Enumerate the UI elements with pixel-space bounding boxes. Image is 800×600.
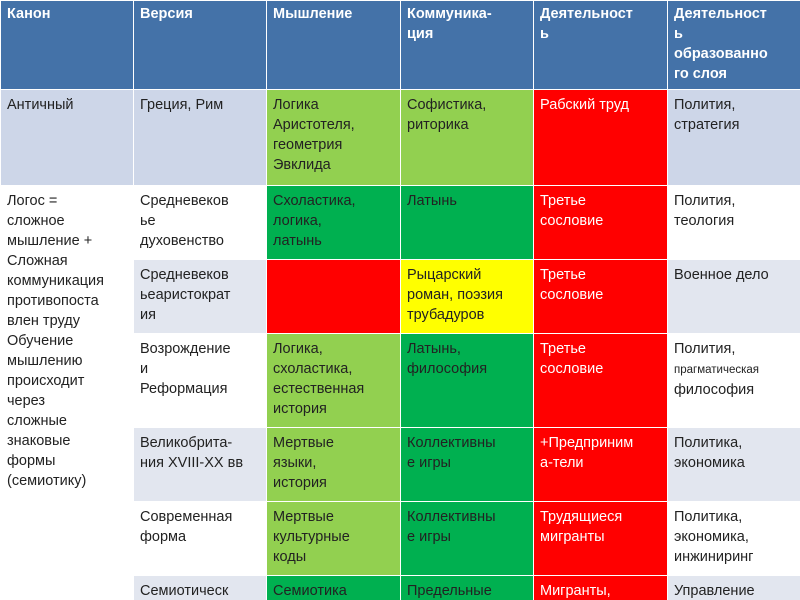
educated-activity-cell: Полития, теология [668, 186, 800, 260]
communication-cell: Софистика, риторика [401, 90, 534, 186]
version-cell: Возрождение и Реформация [134, 334, 267, 428]
communication-cell: Коллективны е игры [401, 428, 534, 502]
educated-activity-line: Полития, [674, 341, 736, 357]
communication-cell: Латынь [401, 186, 534, 260]
activity-cell: Третье сословие [534, 334, 668, 428]
communication-cell: Латынь, философия [401, 334, 534, 428]
activity-cell: Мигранты, [534, 576, 668, 600]
activity-cell: Рабский труд [534, 90, 668, 186]
activity-cell: Третье сословие [534, 186, 668, 260]
header-educated-activity: Деятельност ь образованно го слоя [668, 1, 800, 90]
educated-activity-cell: Политика, экономика [668, 428, 800, 502]
version-cell: Семиотическ [134, 576, 267, 600]
version-cell: Современная форма [134, 502, 267, 576]
activity-cell: +Предприним а-тели [534, 428, 668, 502]
communication-cell: Предельные [401, 576, 534, 600]
communication-cell: Рыцарский роман, поэзия трубадуров [401, 260, 534, 334]
table-row [1, 90, 800, 186]
table-header-row [1, 1, 800, 90]
thinking-cell: Мертвые языки, история [267, 428, 401, 502]
canon-cell: Античный [1, 90, 134, 186]
version-cell: Средневеков ье духовенство [134, 186, 267, 260]
thinking-cell: Схоластика, логика, латынь [267, 186, 401, 260]
header-communication: Коммуника- ция [401, 1, 534, 90]
table-row [1, 186, 800, 260]
version-cell: Средневеков ьеаристократ ия [134, 260, 267, 334]
activity-cell: Третье сословие [534, 260, 668, 334]
version-cell: Греция, Рим [134, 90, 267, 186]
educated-activity-line: прагматическая [674, 364, 759, 376]
thinking-cell: Семиотика [267, 576, 401, 600]
educated-activity-line: философия [674, 382, 755, 398]
header-canon: Канон [1, 1, 134, 90]
thinking-cell: Логика Аристотеля, геометрия Эвклида [267, 90, 401, 186]
header-version: Версия [134, 1, 267, 90]
thinking-cell [267, 260, 401, 334]
version-cell: Великобрита- ния XVIII-XX вв [134, 428, 267, 502]
thinking-cell: Мертвые культурные коды [267, 502, 401, 576]
header-thinking: Мышление [267, 1, 401, 90]
educated-activity-cell: Полития, стратегия [668, 90, 800, 186]
educated-activity-cell: Политика, экономика, инжиниринг [668, 502, 800, 576]
header-activity: Деятельност ь [534, 1, 668, 90]
educated-activity-cell [668, 334, 800, 428]
canon-cell: Логос = сложное мышление + Сложная коммуникация противопоста влен труду Обучение мышлению происходит через сложные знаковые формы (семиотику) [1, 186, 134, 600]
educated-activity-cell: Военное дело [668, 260, 800, 334]
educated-activity-cell: Управление [668, 576, 800, 600]
activity-cell: Трудящиеся мигранты [534, 502, 668, 576]
thinking-cell: Логика, схоластика, естественная история [267, 334, 401, 428]
communication-cell: Коллективны е игры [401, 502, 534, 576]
